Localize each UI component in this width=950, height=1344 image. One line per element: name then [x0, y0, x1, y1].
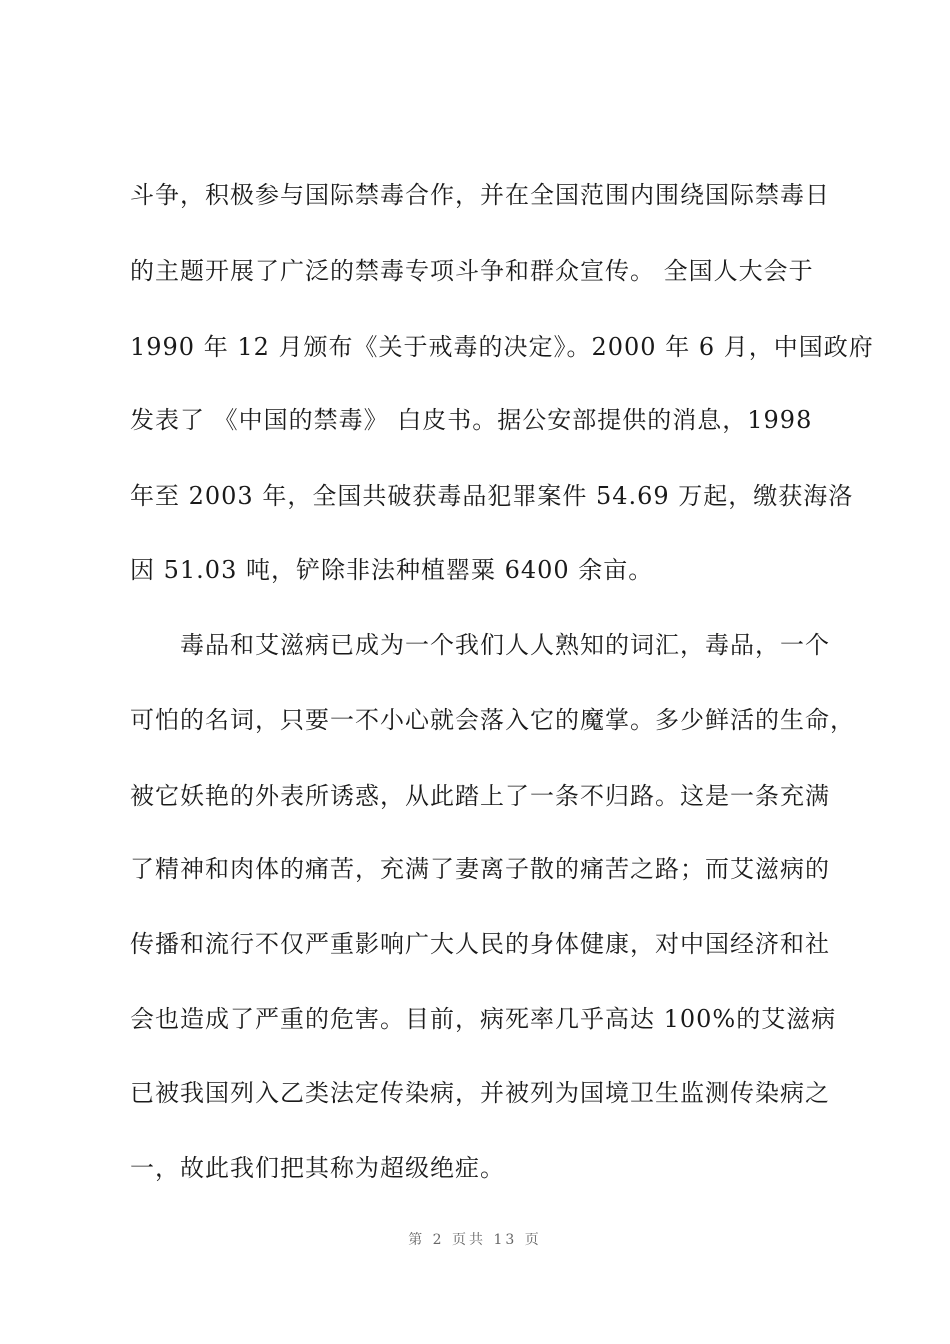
text-line: 因 51.03 吨，铲除非法种植罂粟 6400 余亩。	[130, 556, 654, 584]
page-number-footer: 第 2 页共 13 页	[408, 1232, 542, 1248]
text-line: 了精神和肉体的痛苦，充满了妻离子散的痛苦之路；而艾滋病的	[130, 855, 830, 883]
text-line: 被它妖艳的外表所诱惑，从此踏上了一条不归路。这是一条充满	[130, 782, 830, 810]
text-line: 的主题开展了广泛的禁毒专项斗争和群众宣传。 全国人大会于	[130, 257, 814, 285]
text-line: 斗争，积极参与国际禁毒合作，并在全国范围内围绕国际禁毒日	[130, 181, 830, 209]
text-line: 发表了 《中国的禁毒》 白皮书。据公安部提供的消息，1998	[130, 406, 813, 434]
text-line: 1990 年 12 月颁布《关于戒毒的决定》。2000 年 6 月，中国政府	[130, 333, 874, 361]
text-line: 年至 2003 年，全国共破获毒品犯罪案件 54.69 万起，缴获海洛	[130, 482, 854, 510]
text-line: 毒品和艾滋病已成为一个我们人人熟知的词汇，毒品，一个	[130, 631, 830, 659]
text-line: 会也造成了严重的危害。目前，病死率几乎高达 100%的艾滋病	[130, 1005, 837, 1033]
text-line: 已被我国列入乙类法定传染病，并被列为国境卫生监测传染病之	[130, 1079, 830, 1107]
text-line: 可怕的名词，只要一不小心就会落入它的魔掌。多少鲜活的生命，	[130, 706, 855, 734]
text-line: 传播和流行不仅严重影响广大人民的身体健康，对中国经济和社	[130, 930, 830, 958]
text-line: 一，故此我们把其称为超级绝症。	[130, 1154, 505, 1182]
